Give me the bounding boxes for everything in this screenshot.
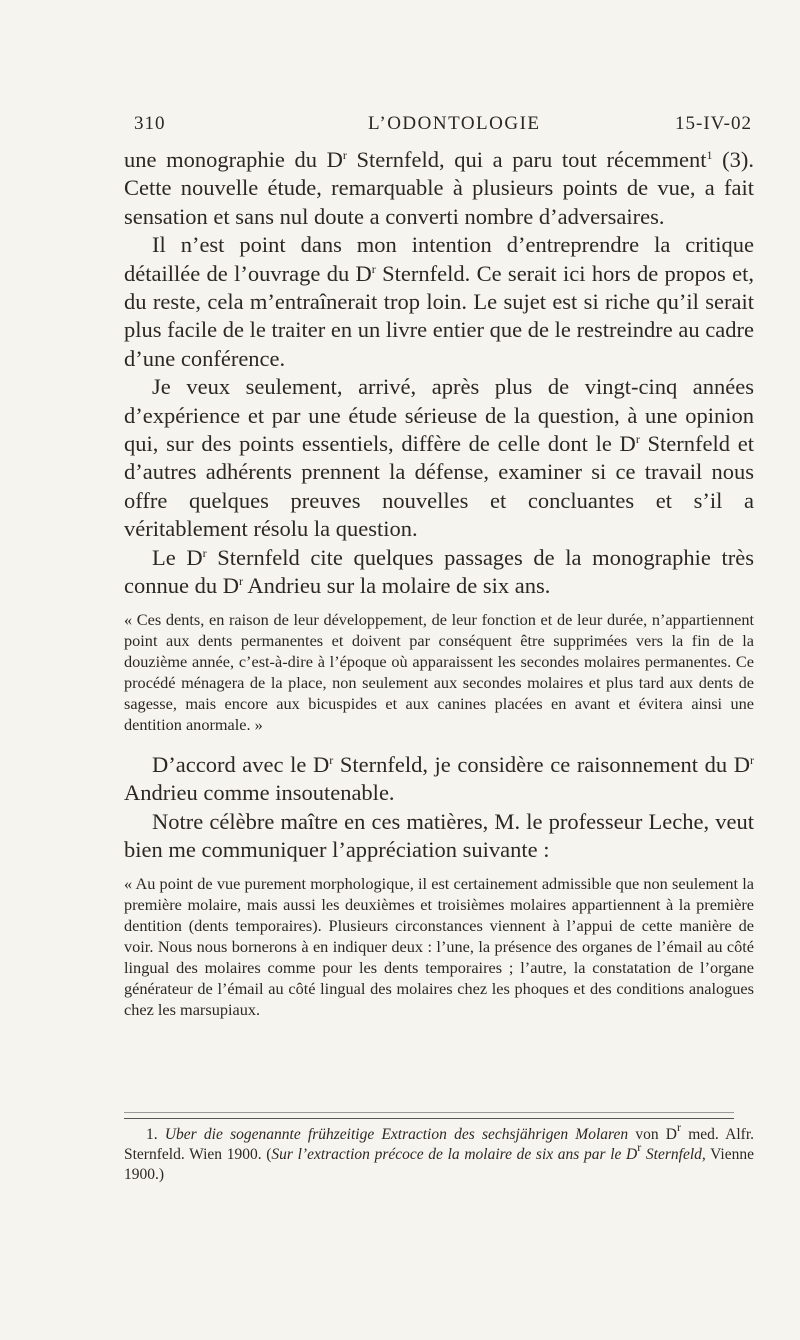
issue-date: 15-IV-02 [675, 113, 752, 134]
journal-title: L’ODONTOLOGIE [368, 113, 541, 134]
footnote [124, 1120, 754, 1185]
paragraph-4: Le $D^r$ Sternfeld cite quelques passages de la monographie très connue du $D^r$ Andrieu sur la molaire de six ans. [124, 544, 755, 599]
quotation-leche: « Au point de vue purement morphologique, il est certainement admissible que non seulement la première molaire, mais aussi les deuxièmes et troisièmes molaires appartiennent à la première dentition (dents temporaires). Plusieurs circonstances viennent à l’appui de cette manière de voir. Nous nous bornerons à en indiquer deux : l’une, la présence des organes de l’émail au côté lingual des molaires comme pour les dents temporaires ; l’autre, la constatation de l’organe générateur de l’émail au côté lingual des molaires chez les phoques et des conditions analogues chez les marsupiaux. [124, 873, 754, 1020]
footnote-rule [124, 1118, 734, 1119]
paragraph-1: une monographie du $D^r$ Sternfeld, qui a paru tout récemment$^1$ (3). Cette nouvelle étude, remarquable à plusieurs points de vue, a fait sensation et sans nul doute a converti nombre d’adversaires. [124, 147, 754, 229]
paragraph-5: D’accord avec le $D^r$ Sternfeld, je considère ce raisonnement du $D^r$ Andrieu comme insoutenable. [124, 752, 755, 806]
running-header [124, 113, 754, 143]
paragraph-3: Je veux seulement, arrivé, après plus de vingt-cinq années d’expérience et par une étude sérieuse de la question, à une opinion qui, sur des points essentiels, diffère de celle dont le $D^r$ Sternfeld et d’autres adhérents prennent la défense, examiner si ce travail nous offre quelques preuves nouvelles et concluantes et s’il a véritablement résolu la question. [124, 374, 754, 542]
body-text [124, 146, 754, 1028]
paragraph-6: Notre célèbre maître en ces matières, M. le professeur Leche, veut bien me communiquer l’appréciation suivante : [124, 808, 754, 863]
footnote-rule-upper [124, 1112, 734, 1113]
quotation-andrieu: « Ces dents, en raison de leur développement, de leur fonction et de leur durée, n’appartiennent point aux dents permanentes et doivent par conséquent être supprimées vers la fin de la douzième année, c’est-à-dire à l’époque où apparaissent les secondes molaires permanentes. Ce procédé ménagera de la place, non seulement aux secondes molaires et plus tard aux dents de sagesse, mais encore aux bicuspides et aux canines placées en avant et évitera ainsi une dentition anormale. » [124, 609, 754, 734]
paragraph-2: Il n’est point dans mon intention d’entreprendre la critique détaillée de l’ouvrage du $D^r$ Sternfeld. Ce serait ici hors de propos et, du reste, cela m’entraînerait trop loin. Le sujet est si riche qu’il serait plus facile de le traiter en un livre entier que de le restreindre au cadre d’une conférence. [124, 232, 754, 371]
page-number: 310 [134, 113, 166, 134]
footnote-ref: 1 [706, 148, 713, 162]
footnote-1: 1. Uber die sogenannte frühzeitige Extraction des sechsjährigen Molaren von $D^r$ med. Alfr. Sternfeld. Wien 1900. (Sur l’extraction précoce de la molaire de six ans par le $D^r$ Sternfeld, Vienne 1900.) [124, 1120, 754, 1183]
